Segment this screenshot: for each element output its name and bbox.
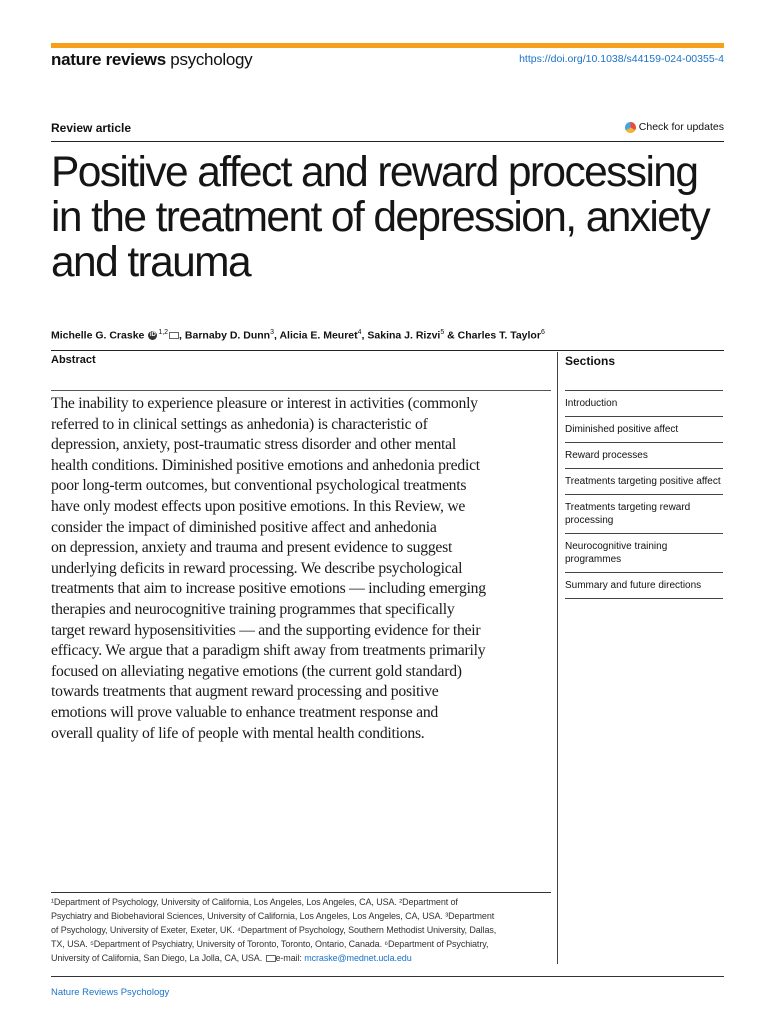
- doi-link[interactable]: https://doi.org/10.1038/s44159-024-00355-4: [519, 53, 724, 65]
- column-divider: [557, 352, 558, 964]
- abstract-divider: [51, 390, 551, 391]
- crossmark-icon: [625, 122, 636, 133]
- check-for-updates-button[interactable]: [625, 121, 724, 133]
- section-link-diminished-positive-affect[interactable]: Diminished positive affect: [565, 416, 723, 442]
- header-divider: [51, 141, 724, 142]
- sections-heading: Sections: [565, 354, 616, 368]
- author-affil-sup: 1,2: [158, 329, 169, 336]
- orcid-icon[interactable]: iD: [149, 332, 156, 339]
- author-affil-sup: 5: [440, 329, 445, 336]
- section-link-introduction[interactable]: Introduction: [565, 390, 723, 416]
- author-name[interactable]: Michelle G. Craske: [51, 329, 145, 342]
- affiliations-divider: [51, 892, 551, 893]
- journal-name-bold: nature reviews: [51, 50, 166, 69]
- abstract-text: The inability to experience pleasure or interest in activities (commonly referred to in clinical settings as anhedonia) is characteristic of depression, anxiety, post-traumatic stress disorder and other mental health conditions. Diminished positive emotions and anhedonia predict poor long-term outcomes, but conventional psychological treatments have only modest effects upon positive emotions. In this Review, we consider the impact of diminished positive affect and anhedonia on depression, anxiety and trauma and present evidence to suggest underlying deficits in reward processing. We describe psychological treatments that aim to increase positive emotions — including emerging therapies and neurocognitive training programmes that specifically target reward hyposensitivities — and the supporting evidence for their efficacy. We argue that a paradigm shift away from treatments primarily focused on alleviating negative emotions (the current gold standard) towards treatments that augment reward processing and positive emotions will prove valuable to enhance treatment response and overall quality of life of people with mental health conditions.: [51, 395, 486, 742]
- affiliations-text: ¹Department of Psychology, University of California, Los Angeles, Los Angeles, CA, USA. ²Department of Psychiatry and Biobehavioral Sciences, University of California, Los Angeles, Los Angeles, CA, USA. ³Department of Psychology, University of Exeter, Exeter, UK. ⁴Department of Psychology, Southern Methodist University, Dallas, TX, USA. ⁵Department of Psychiatry, University of Toronto, Toronto, Ontario, Canada. ⁶Department of Psychiatry, University of California, San Diego, La Jolla, CA, USA.: [51, 897, 497, 963]
- affiliations: [51, 896, 556, 966]
- abstract-heading: Abstract: [51, 354, 96, 366]
- footer-journal-name[interactable]: Nature Reviews Psychology: [51, 987, 170, 998]
- author-name[interactable]: Alicia E. Meuret: [279, 329, 358, 342]
- email-icon: [266, 955, 276, 962]
- section-link-summary[interactable]: Summary and future directions: [565, 572, 723, 599]
- journal-name-light: psychology: [170, 50, 253, 69]
- section-link-neurocognitive-training[interactable]: Neurocognitive training programmes: [565, 533, 723, 572]
- corresponding-email-link[interactable]: mcraske@mednet.ucla.edu: [304, 952, 412, 963]
- authors-divider: [51, 350, 724, 351]
- email-icon[interactable]: [169, 332, 179, 339]
- section-link-treatments-positive-affect[interactable]: Treatments targeting positive affect: [565, 468, 723, 494]
- footer-divider: [51, 976, 724, 977]
- author-affil-sup: 3: [270, 329, 274, 336]
- article-type: Review article: [51, 121, 132, 135]
- author-list: Michelle G. Craske iD $^{1,2}$ , Barnaby D. Dunn$^3$, Alicia E. Meuret$^4$, Sakina J. Rizvi$^5$ & Charles T. Taylor$^6$: [51, 329, 545, 342]
- author-affil-sup: 4: [357, 329, 362, 336]
- author-affil-sup: 6: [540, 329, 545, 336]
- author-name[interactable]: Sakina J. Rizvi: [367, 329, 441, 342]
- author-name[interactable]: Barnaby D. Dunn: [184, 329, 271, 342]
- email-prefix: e-mail:: [275, 952, 305, 963]
- section-link-treatments-reward-processing[interactable]: Treatments targeting reward processing: [565, 494, 723, 533]
- section-link-reward-processes[interactable]: Reward processes: [565, 442, 723, 468]
- accent-bar: [51, 43, 724, 48]
- sections-nav: [565, 390, 723, 599]
- author-name[interactable]: Charles T. Taylor: [457, 329, 541, 342]
- journal-name[interactable]: [51, 50, 252, 70]
- article-title: Positive affect and reward processing in the treatment of depression, anxiety and trauma: [51, 149, 710, 286]
- check-for-updates-label: Check for updates: [638, 121, 724, 133]
